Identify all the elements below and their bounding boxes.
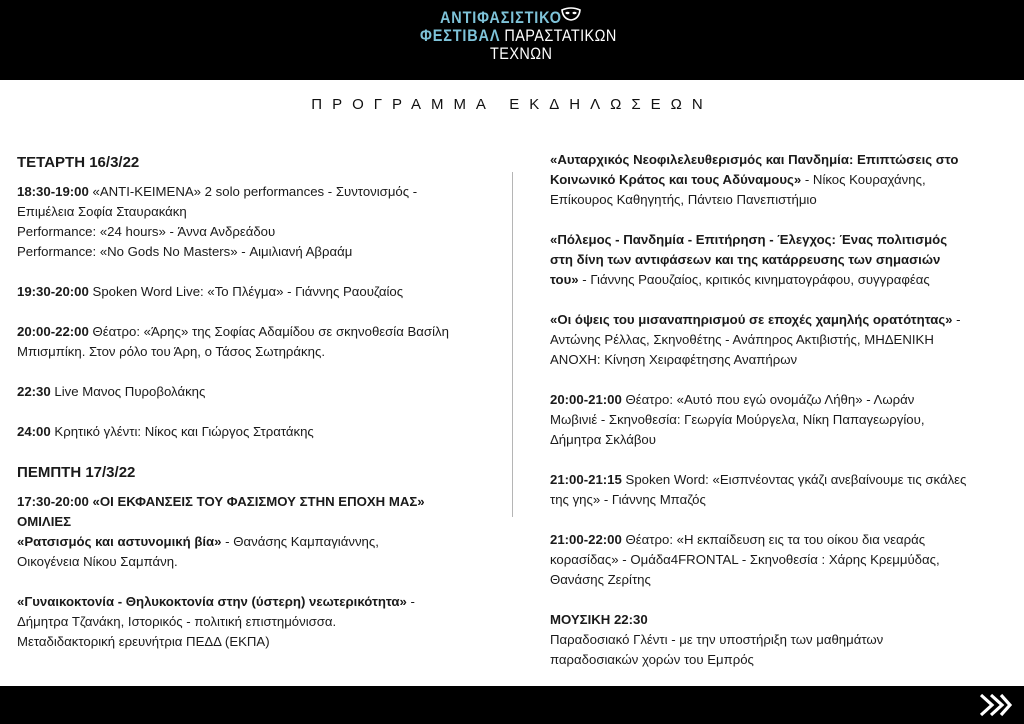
talk-title: στη δίνη των αντιφάσεων και της κατάρρευσης των σημασιών — [550, 252, 941, 267]
entry-line: κορασίδας» - Ομάδα4FRONTAL - Σκηνοθεσία : Χάρης Κρεμμύδας, — [550, 552, 940, 567]
header-bar — [0, 0, 1024, 80]
entry-line — [550, 270, 1012, 290]
entry-time: 21:00-22:00 — [550, 532, 622, 547]
entry-line — [17, 282, 501, 302]
talk-title: «Πόλεμος - Πανδημία - Επιτήρηση - Έλεγχος: Ένας πολιτισμός — [550, 232, 948, 247]
entry-text: Θέατρο: «Άρης» της Σοφίας Αδαμίδου σε σκηνοθεσία Βασίλη — [88, 324, 449, 339]
entry-line — [17, 492, 501, 512]
entry-time: 20:00-22:00 — [17, 324, 89, 339]
entry-line: Performance: «24 hours» - Άννα Ανδρεάδου — [17, 224, 276, 239]
talk-title: «Αυταρχικός Νεοφιλελευθερισμός και Πανδημία: Επιπτώσεις στο — [550, 152, 959, 167]
entry-time: 20:00-21:00 — [550, 392, 622, 407]
footer-bar — [0, 686, 1024, 724]
left-column — [17, 150, 501, 672]
entry-time: 21:00-21:15 — [550, 472, 622, 487]
entry-line — [17, 422, 501, 442]
entry-text: - Γιάννης Ραουζαίος, κριτικός κινηματογράφου, συγγραφέας — [578, 272, 930, 287]
entry-text: «ANTI-ΚΕΙΜΕΝΑ» 2 solo performances - Συντονισμός - — [88, 184, 418, 199]
entry-time: 19:30-20:00 — [17, 284, 89, 299]
entry-text: - Νίκος Κουραχάνης, — [801, 172, 926, 187]
theatre-mask-icon — [560, 7, 582, 21]
talk-title: «Οι όψεις του μισαναπηρισμού σε εποχές χαμηλής ορατότητας» — [550, 312, 953, 327]
logo-line-1: ΑΝΤΙΦΑΣΙΣΤΙΚΟ — [440, 8, 562, 27]
entry-line: Αντώνης Ρέλλας, Σκηνοθέτης - Ανάπηρος Ακτιβιστής, ΜΗΔΕΝΙΚΗ — [550, 332, 934, 347]
entry-line: Επιμέλεια Σοφία Σταυρακάκη — [17, 204, 187, 219]
entry-line: ΟΜΙΛΙΕΣ — [17, 514, 72, 529]
schedule-entry — [17, 382, 501, 402]
entry-text: Spoken Word: «Εισπνέοντας γκάζι ανεβαίνουμε τις σκάλες — [621, 472, 967, 487]
entry-line: παραδοσιακών χορών του Εμπρός — [550, 652, 754, 667]
logo-word-performing: ΠΑΡΑΣΤΑΤΙΚΩΝ — [504, 26, 617, 45]
entry-line: Δήμητρα Τζανάκη, Ιστορικός - πολιτική επιστημόνισσα. — [17, 614, 337, 629]
entry-line: Θανάσης Ζερίτης — [550, 572, 651, 587]
logo-line-2 — [420, 27, 617, 45]
entry-text: - — [406, 594, 415, 609]
entry-time: 22:30 — [17, 384, 51, 399]
schedule-entry — [17, 592, 501, 652]
entry-text: Κρητικό γλέντι: Νίκος και Γιώργος Στρατάκης — [50, 424, 314, 439]
schedule-entry — [550, 150, 1012, 210]
day-heading-thursday: ΠΕΜΠΤΗ 17/3/22 — [17, 464, 136, 481]
schedule-entry — [550, 390, 1012, 450]
entry-text: - Θανάσης Καμπαγιάννης, — [221, 534, 379, 549]
talk-title: «Γυναικοκτονία - Θηλυκοκτονία στην (ύστερη) νεωτερικότητα» — [17, 594, 407, 609]
schedule-entry — [17, 492, 501, 572]
logo-line-3: ΤΕΧΝΩΝ — [490, 44, 553, 63]
entry-text: Spoken Word Live: «Το Πλέγμα» - Γιάννης Ραουζαίος — [88, 284, 404, 299]
talk-title: «Ρατσισμός και αστυνομική βία» — [17, 534, 222, 549]
entry-line — [17, 532, 501, 552]
page-title: ΠΡΟΓΡΑΜΜΑ ΕΚΔΗΛΩΣΕΩΝ — [311, 96, 713, 113]
right-column — [550, 150, 1012, 690]
entry-line — [550, 530, 1012, 550]
entry-line — [17, 182, 501, 202]
entry-text: - — [952, 312, 961, 327]
logo-word-festival: ΦΕΣΤΙΒΑΛ — [420, 26, 501, 45]
talk-title: του» — [550, 272, 579, 287]
entry-line — [550, 470, 1012, 490]
schedule-entry — [550, 610, 1012, 670]
schedule-entry — [550, 530, 1012, 590]
entry-line — [550, 390, 1012, 410]
entry-time: 18:30-19:00 — [17, 184, 89, 199]
entry-line: Οικογένεια Νίκου Σαμπάνη. — [17, 554, 178, 569]
entry-line: Μωβινιέ - Σκηνοθεσία: Γεωργία Μούργελα, Νίκη Παπαγεωργίου, — [550, 412, 925, 427]
schedule-entry — [17, 422, 501, 442]
schedule-entry — [17, 182, 501, 262]
entry-line — [550, 170, 1012, 190]
schedule-entry — [550, 310, 1012, 370]
entry-line — [17, 592, 501, 612]
day-heading-wednesday: ΤΕΤΑΡΤΗ 16/3/22 — [17, 154, 140, 171]
entry-line: Δήμητρα Σκλάβου — [550, 432, 656, 447]
entry-line: Μεταδιδακτορική ερευνήτρια ΠΕΔΔ (ΕΚΠΑ) — [17, 634, 270, 649]
entry-line: της γης» - Γιάννης Μπαζός — [550, 492, 706, 507]
entry-line — [550, 310, 1012, 330]
entry-text: Θέατρο: «Η εκπαίδευση εις τα του οίκου δια νεαράς — [621, 532, 926, 547]
entry-line: Επίκουρος Καθηγητής, Πάντειο Πανεπιστήμιο — [550, 192, 817, 207]
schedule-entry — [17, 322, 501, 362]
entry-text: Θέατρο: «Αυτό που εγώ ονομάζω Λήθη» - Λωράν — [621, 392, 915, 407]
entry-line: Μπισμπίκη. Στον ρόλο του Άρη, ο Τάσος Σωτηράκης. — [17, 344, 325, 359]
entry-time: 17:30-20:00 — [17, 494, 89, 509]
entry-line: Παραδοσιακό Γλέντι - με την υποστήριξη των μαθημάτων — [550, 632, 884, 647]
entry-line — [17, 322, 501, 342]
entry-line — [17, 382, 501, 402]
music-heading: ΜΟΥΣΙΚΗ 22:30 — [550, 612, 648, 627]
column-divider — [512, 172, 513, 517]
schedule-entry — [550, 470, 1012, 510]
entry-text: Live Μανος Πυροβολάκης — [50, 384, 206, 399]
entry-line: ΑΝΟΧΗ: Κίνηση Χειραφέτησης Αναπήρων — [550, 352, 798, 367]
entry-time: 24:00 — [17, 424, 51, 439]
double-chevron-right-icon[interactable] — [978, 692, 1012, 718]
entry-line: Performance: «No Gods No Masters» - Αιμιλιανή Αβραάμ — [17, 244, 353, 259]
schedule-entry — [550, 230, 1012, 290]
schedule-entry — [17, 282, 501, 302]
talk-title: Κοινωνικό Κράτος και τους Αδύναμους» — [550, 172, 802, 187]
entry-text: «ΟΙ ΕΚΦΑΝΣΕΙΣ ΤΟΥ ΦΑΣΙΣΜΟΥ ΣΤΗΝ ΕΠΟΧΗ ΜΑΣ» — [88, 494, 425, 509]
